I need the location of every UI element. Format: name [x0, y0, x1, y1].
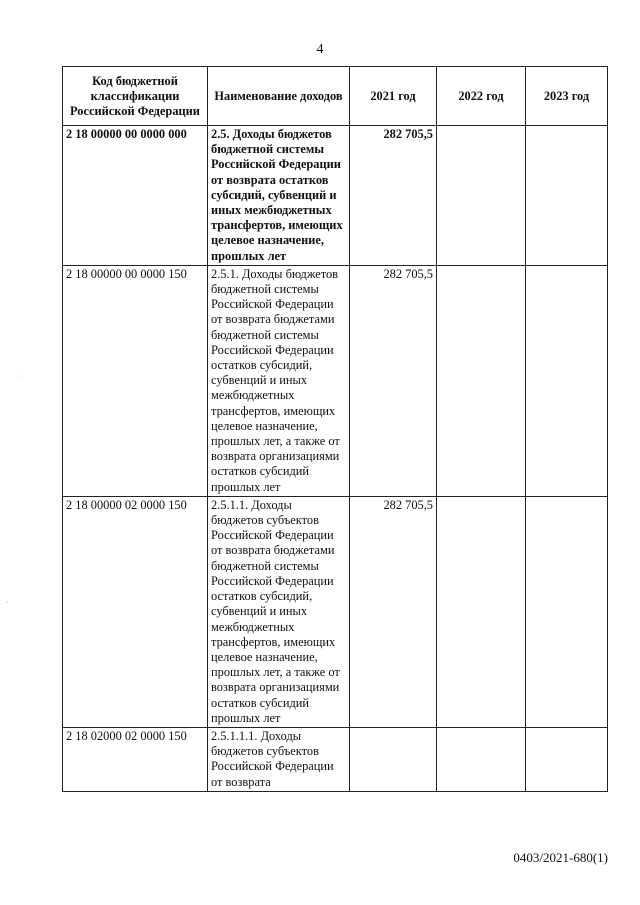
- header-code: Код бюджетной классификации Российской Федерации: [63, 67, 208, 126]
- row-value-2022: [437, 496, 526, 727]
- table-header-row: [63, 67, 608, 126]
- row-code: 2 18 00000 02 0000 150: [63, 496, 208, 727]
- table-row: [63, 126, 608, 266]
- row-name: 2.5. Доходы бюджетов бюджетной системы Российской Федерации от возврата остатков субсидий, субвенций и иных межбюджетных трансфертов, имеющих целевое назначение, прошлых лет: [208, 126, 350, 266]
- row-value-2021: 282 705,5: [350, 265, 437, 496]
- row-value-2021: 282 705,5: [350, 496, 437, 727]
- header-year-2021: 2021 год: [350, 67, 437, 126]
- document-reference: 0403/2021-680(1): [513, 850, 608, 865]
- row-code: 2 18 02000 02 0000 150: [63, 727, 208, 791]
- row-value-2022: [437, 265, 526, 496]
- header-year-2022: 2022 год: [437, 67, 526, 126]
- row-value-2023: [526, 265, 608, 496]
- row-name: 2.5.1.1.1. Доходы бюджетов субъектов Российской Федерации от возврата: [208, 727, 350, 791]
- row-value-2023: [526, 126, 608, 266]
- row-value-2021: 282 705,5: [350, 126, 437, 266]
- row-name: 2.5.1. Доходы бюджетов бюджетной системы Российской Федерации от возврата бюджетами бюджетной системы Российской Федерации остатков субсидий, субвенций и иных межбюджетных трансфертов, имеющих целевое назначение, прошлых лет, а также от возврата организациями остатков субсидий прошлых лет: [208, 265, 350, 496]
- row-value-2022: [437, 727, 526, 791]
- header-year-2023: 2023 год: [526, 67, 608, 126]
- row-name: 2.5.1.1. Доходы бюджетов субъектов Российской Федерации от возврата бюджетами бюджетной системы Российской Федерации остатков субсидий, субвенций и иных межбюджетных трансфертов, имеющих целевое назначение, прошлых лет, а также от возврата организациями остатков субсидий прошлых лет: [208, 496, 350, 727]
- table-row: [63, 727, 608, 791]
- row-value-2023: [526, 496, 608, 727]
- row-value-2022: [437, 126, 526, 266]
- row-code: 2 18 00000 00 0000 150: [63, 265, 208, 496]
- row-value-2021: [350, 727, 437, 791]
- header-name: Наименование доходов: [208, 67, 350, 126]
- table-row: [63, 496, 608, 727]
- row-value-2023: [526, 727, 608, 791]
- budget-revenue-table: [62, 66, 608, 792]
- margin-speck: ·: [20, 372, 23, 381]
- margin-speck: ·: [6, 598, 9, 607]
- page-number: 4: [316, 42, 324, 57]
- table-row: [63, 265, 608, 496]
- row-code: 2 18 00000 00 0000 000: [63, 126, 208, 266]
